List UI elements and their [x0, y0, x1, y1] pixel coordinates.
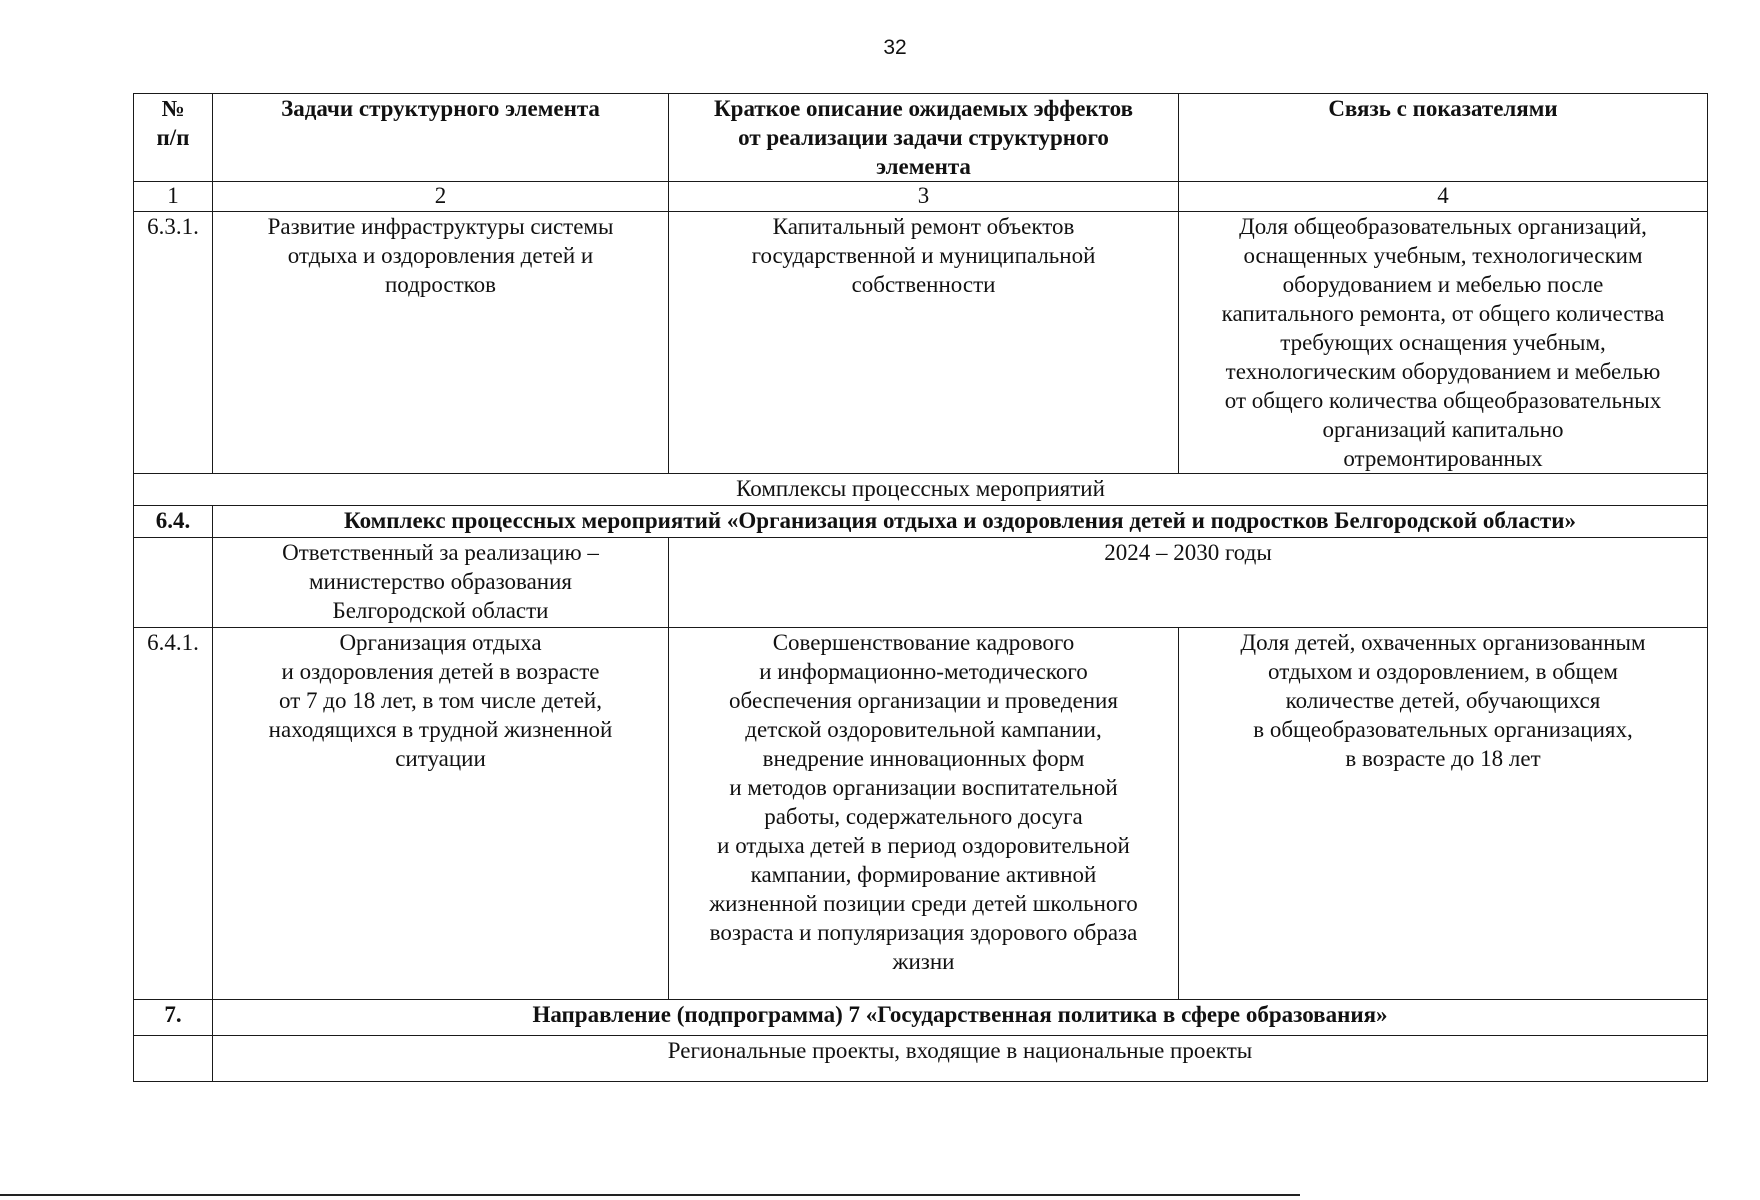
table-row-7-regional	[134, 1036, 1708, 1082]
section-title: Комплексы процессных мероприятий	[134, 474, 1708, 506]
row-title: Комплекс процессных мероприятий «Организация отдыха и оздоровления детей и подростков Белгородской области»	[213, 506, 1708, 538]
table-row-6-3-1	[134, 212, 1708, 474]
column-number-3: 3	[669, 182, 1179, 212]
page-number: 32	[883, 36, 907, 59]
row-regional-projects: Региональные проекты, входящие в национальные проекты	[213, 1036, 1708, 1082]
row-responsible: Ответственный за реализацию – министерство образования Белгородской области	[213, 538, 669, 628]
column-number-1: 1	[134, 182, 213, 212]
row-number: 6.4.	[134, 506, 213, 538]
table-row-6-4-1	[134, 628, 1708, 1000]
header-indicators: Связь с показателями	[1179, 94, 1708, 182]
table-row-6-4	[134, 506, 1708, 538]
row-indicator: Доля детей, охваченных организованным отдыхом и оздоровлением, в общем количестве детей, обучающихся в общеобразовательных организациях, в возрасте до 18 лет	[1179, 628, 1708, 1000]
row-task: Организация отдыха и оздоровления детей в возрасте от 7 до 18 лет, в том числе детей, находящихся в трудной жизненной ситуации	[213, 628, 669, 1000]
table-row-6-4-responsible	[134, 538, 1708, 628]
bottom-rule	[0, 1194, 1300, 1196]
table-header-row	[134, 94, 1708, 182]
empty-cell	[134, 1036, 213, 1082]
header-number: № п/п	[134, 94, 213, 182]
header-effects: Краткое описание ожидаемых эффектов от реализации задачи структурного элемента	[669, 94, 1179, 182]
row-number: 7.	[134, 1000, 213, 1036]
column-number-row	[134, 182, 1708, 212]
row-number: 6.4.1.	[134, 628, 213, 1000]
row-effect: Капитальный ремонт объектов государственной и муниципальной собственности	[669, 212, 1179, 474]
program-structure-table	[133, 93, 1708, 1082]
table-row-7	[134, 1000, 1708, 1036]
row-task: Развитие инфраструктуры системы отдыха и оздоровления детей и подростков	[213, 212, 669, 474]
column-number-2: 2	[213, 182, 669, 212]
row-period: 2024 – 2030 годы	[669, 538, 1708, 628]
column-number-4: 4	[1179, 182, 1708, 212]
header-tasks: Задачи структурного элемента	[213, 94, 669, 182]
row-indicator: Доля общеобразовательных организаций, оснащенных учебным, технологическим оборудованием и мебелью после капитального ремонта, от общего количества требующих оснащения учебным, технологическим оборудованием и мебелью от общего количества общеобразовательных организаций капитально отремонтированных	[1179, 212, 1708, 474]
row-number: 6.3.1.	[134, 212, 213, 474]
row-effect: Совершенствование кадрового и информационно-методического обеспечения организации и проведения детской оздоровительной кампании, внедрение инновационных форм и методов организации воспитательной работы, содержательного досуга и отдыха детей в период оздоровительной кампании, формирование активной жизненной позиции среди детей школьного возраста и популяризация здорового образа жизни	[669, 628, 1179, 1000]
section-row-process-complexes	[134, 474, 1708, 506]
row-title: Направление (подпрограмма) 7 «Государственная политика в сфере образования»	[213, 1000, 1708, 1036]
empty-cell	[134, 538, 213, 628]
